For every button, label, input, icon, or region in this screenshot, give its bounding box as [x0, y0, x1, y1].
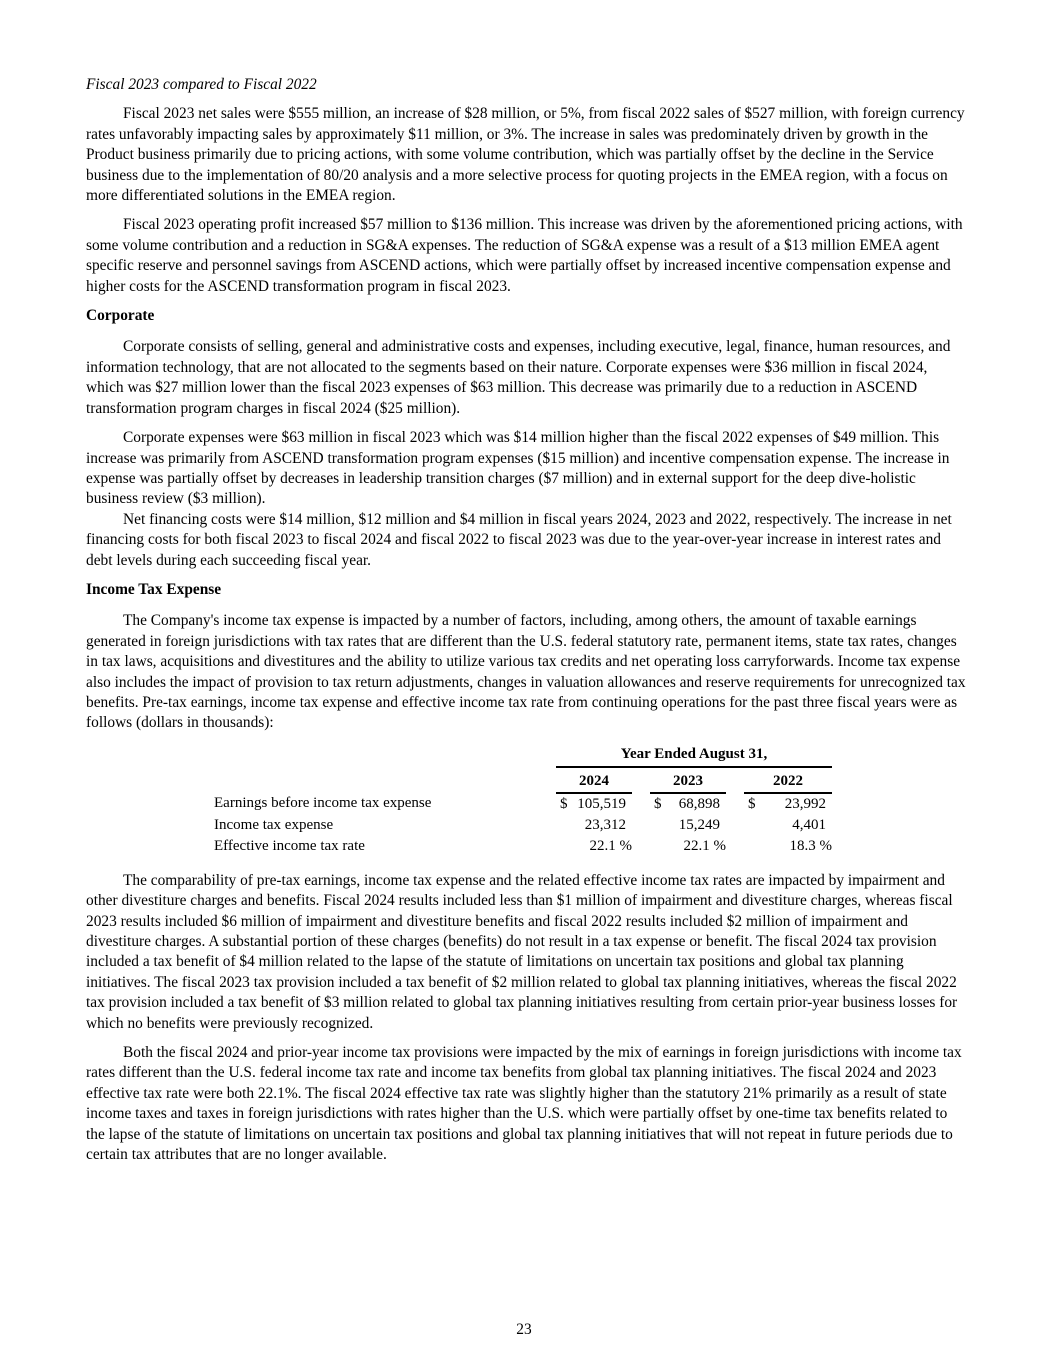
table-cell: 23,992	[784, 795, 826, 812]
table-cell: 68,898	[678, 795, 720, 812]
row-label: Earnings before income tax expense	[214, 795, 432, 812]
corporate-paragraph-2: Corporate expenses were $63 million in fiscal 2023 which was $14 million higher than the fiscal 2022 expenses of $49 million. This increase was primarily from ASCEND transformation program expenses ($15 million) and incentive compensation expense. The increase in expense was partially offset by decreases in leadership transition charges ($7 million) and in external support for the deep dive-holistic business review ($3 million).	[86, 429, 950, 508]
table-group-header: Year Ended August 31,	[556, 744, 832, 767]
table-cell: 4,401	[792, 816, 826, 833]
table-row	[214, 836, 832, 857]
currency-symbol: $	[560, 795, 568, 812]
income-tax-intro-paragraph: The Company's income tax expense is impacted by a number of factors, including, among others, the amount of taxable earnings generated in foreign jurisdictions with tax rates that are different than the U.S. federal statutory rate, permanent items, state tax rates, changes in tax laws, acquisitions and divestitures and the ability to utilize various tax credits and net operating loss carryforwards. Income tax expense also includes the impact of provision to tax return adjustments, changes in valuation allowances and reserve requirements for unrecognized tax benefits. Pre-tax earnings, income tax expense and effective income tax rate from continuing operations for the past three fiscal years were as follows (dollars in thousands):	[86, 612, 966, 732]
table-row	[214, 815, 832, 836]
currency-symbol: $	[748, 795, 756, 812]
table-cell: 105,519	[577, 795, 626, 812]
row-label: Effective income tax rate	[214, 837, 365, 854]
table-cell: 18.3 %	[789, 837, 832, 854]
comparability-paragraph: The comparability of pre-tax earnings, income tax expense and the related effective income tax rates are impacted by impairment and other divestiture charges and benefits. Fiscal 2024 results included less than $1 million of impairment and divestiture charges, whereas fiscal 2023 results included $6 million of impairment and divestiture benefits and fiscal 2022 results included $2 million of impairment and divestiture charges. A substantial portion of these charges (benefits) do not result in a tax expense or benefit. The fiscal 2024 tax provision included a tax benefit of $4 million related to the lapse of the statute of limitations on uncertain tax positions and global tax planning initiatives. The fiscal 2023 tax provision included a tax benefit of $2 million related to global tax planning initiatives, whereas the fiscal 2022 tax provision included a tax benefit of $3 million related to global tax planning initiatives resulting from certain prior-year business losses for which no benefits were previously recognized.	[86, 871, 958, 1032]
corporate-paragraph-1: Corporate consists of selling, general and administrative costs and expenses, including executive, legal, finance, human resources, and information technology, that are not allocated to the segments based on their nature. Corporate expenses were $36 million in fiscal 2024, which was $27 million lower than the fiscal 2023 expenses of $63 million. This decrease was primarily due to a reduction in ASCEND transformation program charges in fiscal 2024 ($25 million).	[86, 338, 951, 417]
table-cell: 22.1 %	[683, 837, 726, 854]
table-row	[214, 793, 832, 815]
fiscal-2023-profit-paragraph: Fiscal 2023 operating profit increased $57 million to $136 million. This increase was driven by the aforementioned pricing actions, with some volume contribution and a reduction in SG&A expenses. The reduction of SG&A expense was a result of a $13 million EMEA agent specific reserve and personnel savings from ASCEND actions, which were partially offset by increased incentive compensation expense and higher costs for the ASCEND transformation program in fiscal 2023.	[86, 216, 963, 295]
section-subheading: Fiscal 2023 compared to Fiscal 2022	[86, 76, 317, 93]
corporate-heading: Corporate	[86, 307, 155, 325]
year-header: 2023	[650, 767, 726, 793]
tax-provisions-paragraph: Both the fiscal 2024 and prior-year income tax provisions were impacted by the mix of earnings in foreign jurisdictions with income tax rates different than the U.S. federal income tax rate and income tax benefits from global tax planning initiatives. The fiscal 2024 and 2023 effective tax rate were both 22.1%. The fiscal 2024 effective tax rate was slightly higher than the statutory 21% primarily as a result of state income taxes and taxes in foreign jurisdictions with rates higher than the U.S. which were partially offset by one-time tax benefits related to the lapse of the statute of limitations on uncertain tax positions and global tax planning initiatives that will not repeat in future periods due to certain tax attributes that are no longer available.	[86, 1044, 962, 1164]
document-page	[86, 75, 966, 1174]
currency-symbol: $	[654, 795, 662, 812]
page-number: 23	[516, 1321, 532, 1338]
table-cell: 23,312	[584, 816, 626, 833]
table-cell: 15,249	[678, 816, 720, 833]
fiscal-2023-sales-paragraph: Fiscal 2023 net sales were $555 million, an increase of $28 million, or 5%, from fiscal 2022 sales of $527 million, with foreign currency rates unfavorably impacting sales by approximately $11 million, or 3%. The increase in sales was predominately driven by growth in the Product business primarily due to pricing actions, with some volume contribution, which was partially offset by the decline in the Service business due to the implementation of 80/20 analysis and a more selective process for quoting projects in the EMEA region, with a focus on more differentiated solutions in the EMEA region.	[86, 105, 965, 205]
year-header: 2022	[744, 767, 832, 793]
table-cell: 22.1 %	[589, 837, 632, 854]
net-financing-paragraph: Net financing costs were $14 million, $12 million and $4 million in fiscal years 2024, 2023 and 2022, respectively. The increase in net financing costs for both fiscal 2023 to fiscal 2024 and fiscal 2022 to fiscal 2023 was due to the year-over-year increase in interest rates and debt levels during each succeeding fiscal year.	[86, 510, 952, 569]
income-tax-table	[214, 744, 832, 857]
income-tax-heading: Income Tax Expense	[86, 580, 222, 598]
year-header: 2024	[556, 767, 632, 793]
row-label: Income tax expense	[214, 816, 334, 833]
